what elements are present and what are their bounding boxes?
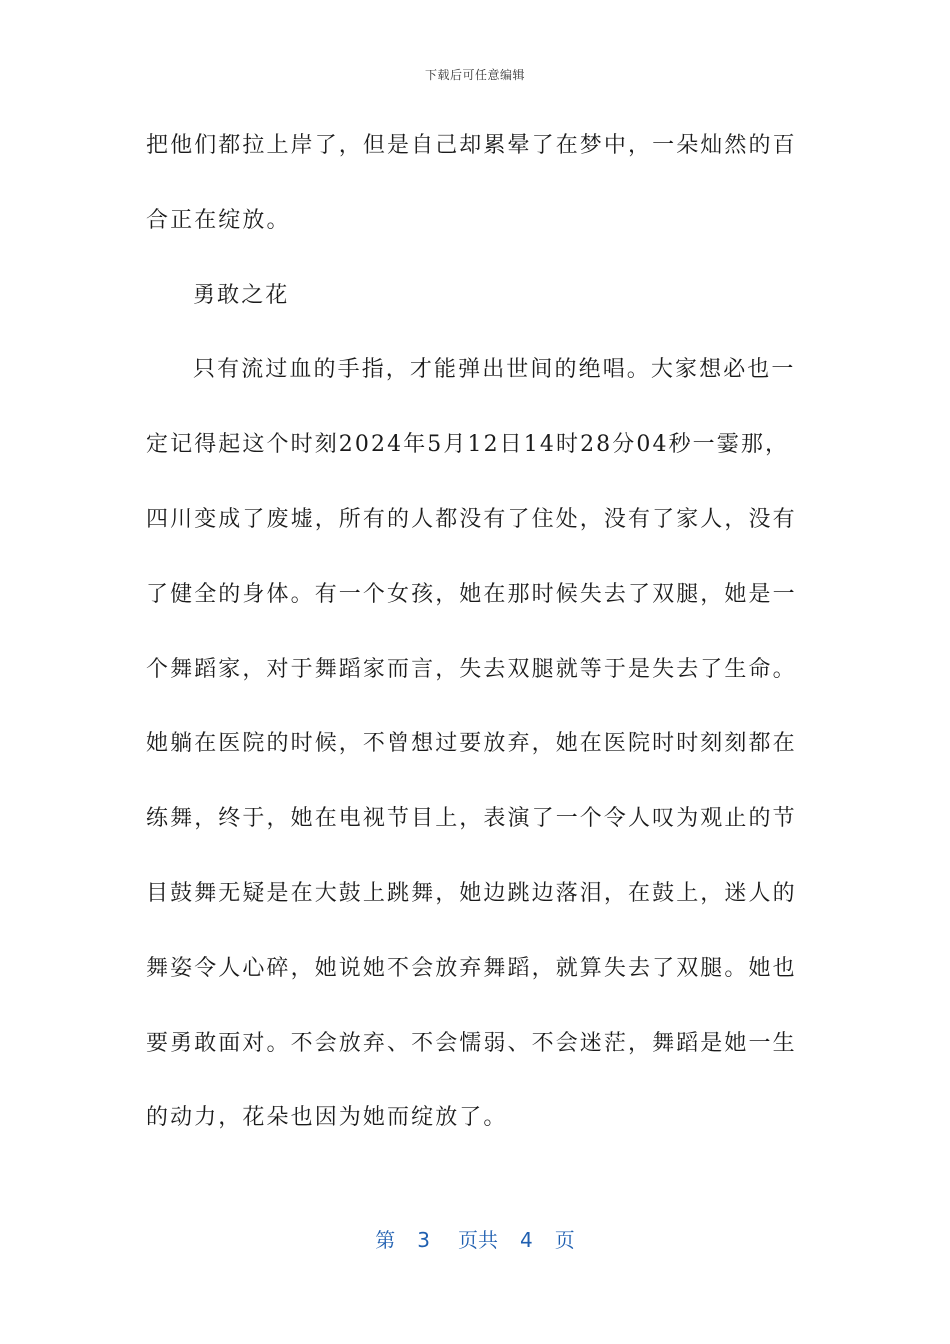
current-page-number: 3 (417, 1228, 430, 1252)
text-line: 了健全的身体。有一个女孩，她在那时候失去了双腿，她是一 (146, 581, 797, 607)
text-line: 的动力，花朵也因为她而绽放了。 (146, 1105, 508, 1131)
text-line: 个舞蹈家，对于舞蹈家而言，失去双腿就等于是失去了生命。 (146, 656, 797, 682)
total-pages-number: 4 (520, 1228, 533, 1252)
text-line: 四川变成了废墟，所有的人都没有了住处，没有了家人，没有 (146, 506, 797, 532)
text-line: 舞姿令人心碎，她说她不会放弃舞蹈，就算失去了双腿。她也 (146, 955, 797, 981)
page-number-footer (0, 1224, 950, 1253)
footer-middle: 页共 (458, 1228, 498, 1252)
text-line: 把他们都拉上岸了，但是自己却累晕了在梦中，一朵灿然的百 (146, 133, 797, 158)
document-body (146, 120, 796, 1167)
footer-prefix: 第 (375, 1228, 396, 1252)
text-line: 要勇敢面对。不会放弃、不会懦弱、不会迷茫，舞蹈是她一生 (146, 1030, 797, 1056)
page-header: 下载后可任意编辑 (424, 68, 525, 82)
section-heading: 勇敢之花 (193, 282, 290, 308)
text-line: 定记得起这个时刻2024年5月12日14时28分04秒一霎那， (146, 432, 790, 458)
text-line: 合正在绽放。 (146, 207, 291, 233)
text-line: 练舞，终于，她在电视节目上，表演了一个令人叹为观止的节 (146, 806, 797, 832)
text-line: 只有流过血的手指，才能弹出世间的绝唱。大家想必也一 (193, 357, 796, 383)
text-line: 目鼓舞无疑是在大鼓上跳舞，她边跳边落泪，在鼓上，迷人的 (146, 880, 797, 906)
footer-suffix: 页 (554, 1228, 575, 1252)
text-line: 她躺在医院的时候，不曾想过要放弃，她在医院时时刻刻都在 (146, 731, 797, 757)
